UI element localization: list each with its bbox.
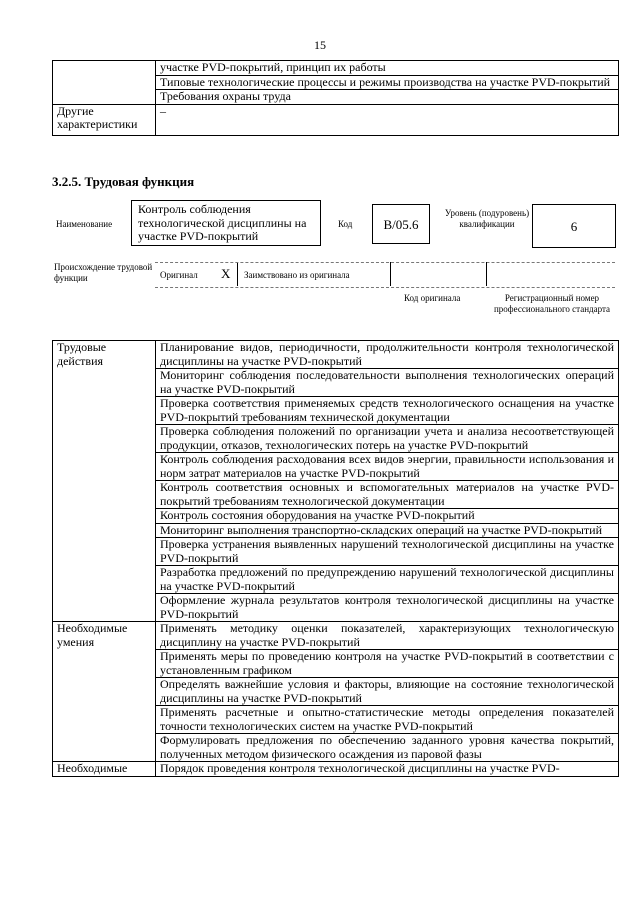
origin-original: Оригинал bbox=[160, 270, 198, 280]
skill-item: Определять важнейшие условия и факторы, влияющие на состояние технологической дисциплины на участке PVD-покрытий bbox=[156, 678, 619, 706]
origin-divider bbox=[390, 262, 391, 286]
skill-item: Применять меры по проведению контроля на участке PVD-покрытий в соответствии с установленным графиком bbox=[156, 650, 619, 678]
origin-borrowed: Заимствовано из оригинала bbox=[244, 270, 350, 280]
table-cell-label: Другие характеристики bbox=[53, 104, 156, 135]
knowledge-label: Необходимые bbox=[53, 762, 156, 777]
table-row bbox=[53, 341, 619, 369]
function-code-box bbox=[372, 204, 430, 244]
labor-action: Оформление журнала результатов контроля технологической дисциплины на участке PVD-покрытий bbox=[156, 594, 619, 622]
table-cell: участке PVD-покрытий, принцип их работы bbox=[156, 61, 619, 76]
table-row bbox=[53, 61, 619, 76]
table-cell: Требования охраны труда bbox=[156, 90, 619, 105]
labor-action: Мониторинг выполнения транспортно-складских операций на участке PVD-покрытий bbox=[156, 523, 619, 538]
table-row bbox=[53, 104, 619, 135]
knowledge-item: Порядок проведения контроля технологической дисциплины на участке PVD- bbox=[156, 762, 619, 777]
skill-item: Формулировать предложения по обеспечению заданного уровня качества покрытий, полученных методом физического осаждения из паровой фазы bbox=[156, 734, 619, 762]
function-name: Контроль соблюдения технологической дисциплины на участке PVD-покрытий bbox=[138, 202, 307, 243]
skill-item: Применять расчетные и опытно-статистические методы определения показателей точности технологических систем на участке PVD-покрытий bbox=[156, 706, 619, 734]
function-code: B/05.6 bbox=[383, 217, 419, 232]
labor-action: Разработка предложений по предупреждению нарушений технологической дисциплины на участке PVD-покрытий bbox=[156, 566, 619, 594]
skills-label: Необходимые умения bbox=[53, 622, 156, 762]
labor-actions-label: Трудовые действия bbox=[53, 341, 156, 622]
origin-divider bbox=[486, 262, 487, 286]
original-code-caption: Код оригинала bbox=[404, 293, 461, 303]
skill-item: Применять методику оценки показателей, характеризующих технологическую дисциплину на участке PVD-покрытий bbox=[156, 622, 619, 650]
section-title: 3.2.5. Трудовая функция bbox=[52, 174, 195, 189]
labor-action: Проверка устранения выявленных нарушений технологической дисциплины на участке PVD-покрытий bbox=[156, 538, 619, 566]
labor-action: Проверка соответствия применяемых средств технологического оснащения на участке PVD-покрытий требованиям технической документации bbox=[156, 397, 619, 425]
code-label: Код bbox=[338, 219, 353, 229]
level-box bbox=[532, 204, 616, 248]
labor-action: Контроль соответствия основных и вспомогательных материалов на участке PVD-покрытий требованиям технологической документации bbox=[156, 481, 619, 509]
level-value: 6 bbox=[570, 219, 578, 234]
name-label: Наименование bbox=[56, 219, 113, 229]
labor-action: Контроль состояния оборудования на участке PVD-покрытий bbox=[156, 509, 619, 524]
reg-number-caption: Регистрационный номер профессионального стандарта bbox=[493, 293, 611, 314]
top-table bbox=[52, 60, 619, 136]
page-number: 15 bbox=[314, 38, 326, 52]
table-cell: Типовые технологические процессы и режимы производства на участке PVD-покрытий bbox=[156, 75, 619, 90]
level-label: Уровень (подуровень) квалификации bbox=[444, 208, 530, 229]
labor-action: Проверка соблюдения положений по организации учета и анализа несоответствующей продукции, отказов, технологических потерь на участке PVD-покрытий bbox=[156, 425, 619, 453]
labor-action: Контроль соблюдения расходования всех видов энергии, правильности использования и норм затрат материалов на участке PVD-покрытий bbox=[156, 453, 619, 481]
function-name-box bbox=[131, 200, 321, 246]
table-cell: – bbox=[156, 104, 619, 135]
main-table bbox=[52, 340, 619, 777]
labor-action: Мониторинг соблюдения последовательности выполнения технологических операций на участке PVD-покрытий bbox=[156, 369, 619, 397]
table-row bbox=[53, 762, 619, 777]
origin-mark: X bbox=[221, 266, 231, 281]
labor-action: Планирование видов, периодичности, продолжительности контроля технологической дисциплины на участке PVD-покрытий bbox=[156, 341, 619, 369]
table-row bbox=[53, 622, 619, 650]
origin-frame bbox=[155, 262, 615, 288]
table-cell-label bbox=[53, 61, 156, 105]
origin-label: Происхождение трудовой функции bbox=[54, 262, 153, 283]
